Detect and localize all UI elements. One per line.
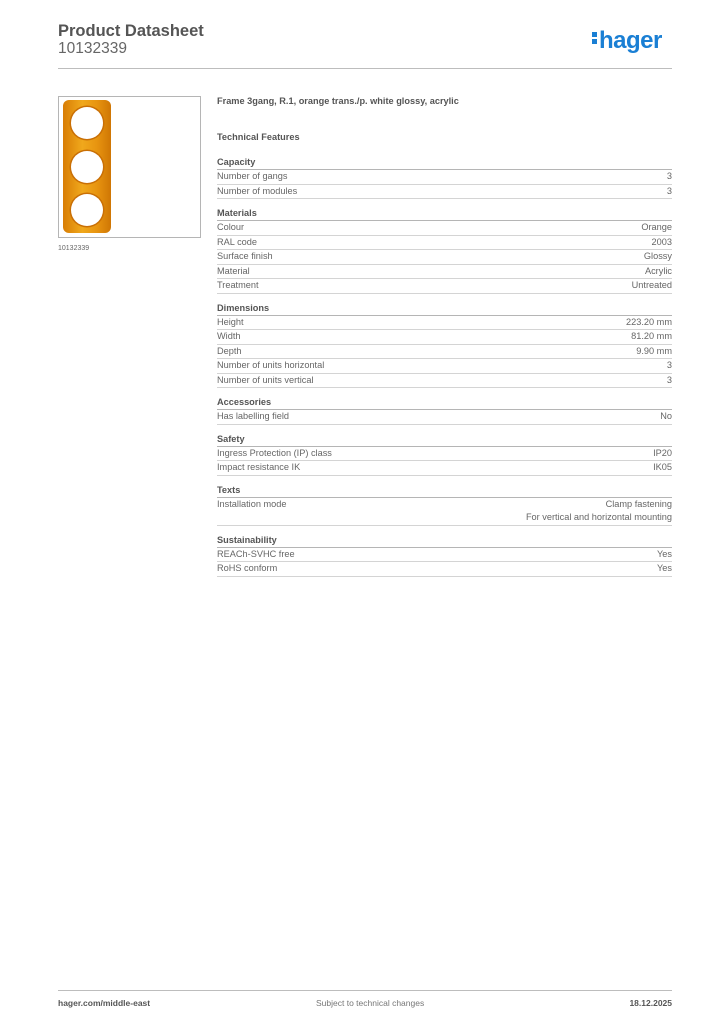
spec-label: Impact resistance IK (217, 462, 301, 472)
spec-value-line: 223.20 mm (626, 316, 672, 327)
spec-panel (217, 95, 672, 577)
spec-row (217, 279, 672, 294)
section-heading: Accessories (217, 396, 672, 410)
spec-value (657, 548, 672, 562)
spec-value-line: 3 (666, 185, 672, 196)
product-image-caption: 10132339 (58, 245, 90, 252)
spec-section-sustainability (217, 534, 672, 577)
spec-value-line: 3 (666, 171, 672, 181)
spec-value (644, 250, 672, 264)
section-heading: Safety (217, 433, 672, 447)
spec-value (667, 374, 672, 388)
spec-label: Number of units vertical (217, 374, 314, 385)
spec-label: Number of gangs (217, 171, 288, 181)
spec-value (645, 265, 672, 279)
spec-row (217, 548, 672, 563)
spec-label: REACh-SVHC free (217, 548, 295, 559)
gang-hole (71, 194, 103, 226)
spec-label: Depth (217, 345, 242, 356)
spec-label: Number of modules (217, 185, 298, 196)
spec-value-line: Orange (641, 222, 672, 232)
spec-value (657, 562, 672, 576)
spec-value (667, 185, 672, 199)
spec-label: Has labelling field (217, 411, 290, 421)
section-heading: Dimensions (217, 302, 672, 316)
spec-value (641, 221, 672, 235)
spec-row (217, 185, 672, 200)
gang-hole (71, 107, 103, 139)
product-image-box (58, 96, 201, 238)
spec-row (217, 447, 672, 462)
spec-value-line: Clamp fastening (605, 498, 672, 509)
spec-row (217, 374, 672, 389)
section-heading: Sustainability (217, 534, 672, 548)
spec-row (217, 316, 672, 331)
spec-value-line: IP20 (653, 447, 672, 458)
spec-row (217, 236, 672, 251)
spec-value-line: Acrylic (644, 265, 672, 276)
spec-section-dimensions (217, 302, 672, 389)
spec-sections (217, 156, 672, 577)
section-heading: Capacity (217, 156, 672, 170)
frame-3gang-image (63, 100, 111, 233)
spec-row (217, 498, 672, 526)
spec-section-texts (217, 484, 672, 526)
spec-row (217, 265, 672, 280)
spec-value (631, 330, 672, 344)
spec-value-line: Untreated (631, 280, 672, 290)
spec-row (217, 461, 672, 476)
product-description: Frame 3gang, R.1, orange trans./p. white glossy, acrylic (217, 96, 459, 106)
spec-label: RoHS conform (217, 563, 278, 573)
spec-value (667, 170, 672, 184)
spec-value (653, 461, 672, 475)
spec-value-line: Glossy (643, 251, 672, 261)
spec-value-line: Yes (657, 548, 672, 559)
spec-label: Ingress Protection (IP) class (217, 447, 332, 458)
spec-value (636, 345, 672, 359)
spec-value-line: 81.20 mm (631, 331, 672, 341)
spec-row (217, 562, 672, 577)
spec-value (660, 410, 672, 424)
spec-row (217, 170, 672, 185)
spec-value (526, 498, 672, 525)
spec-label: RAL code (217, 236, 258, 247)
spec-value (626, 316, 672, 330)
footer-notice: Subject to technical changes (316, 998, 425, 1008)
spec-section-safety (217, 433, 672, 476)
logo-dots-icon (592, 30, 597, 46)
spec-value (632, 279, 672, 293)
spec-label: Colour (217, 222, 245, 232)
technical-features-title: Technical Features (217, 132, 300, 142)
spec-value (652, 236, 672, 250)
spec-row (217, 359, 672, 374)
footer-date: 18.12.2025 (629, 998, 672, 1008)
footer-website: hager.com/middle-east (58, 998, 151, 1008)
spec-value-line: 2003 (651, 236, 672, 247)
spec-row (217, 345, 672, 360)
spec-section-materials (217, 207, 672, 294)
spec-label: Number of units horizontal (217, 360, 325, 370)
spec-label: Installation mode (217, 498, 287, 509)
hager-logo (592, 27, 662, 55)
header-divider (58, 68, 672, 69)
spec-label: Surface finish (217, 251, 273, 261)
spec-value-line: Yes (657, 563, 672, 573)
spec-value (653, 447, 672, 461)
spec-value-line: 3 (666, 360, 672, 370)
spec-row (217, 410, 672, 425)
spec-section-accessories (217, 396, 672, 425)
spec-row (217, 250, 672, 265)
gang-hole (71, 151, 103, 183)
spec-value-line: 9.90 mm (636, 345, 672, 356)
product-id: 10132339 (58, 40, 127, 57)
section-heading: Materials (217, 207, 672, 221)
spec-row (217, 330, 672, 345)
spec-label: Height (217, 316, 244, 327)
spec-label: Width (217, 331, 241, 341)
section-heading: Texts (217, 484, 672, 498)
spec-value-line: 3 (666, 374, 672, 385)
spec-label: Material (217, 265, 250, 276)
spec-value-line: For vertical and horizontal mounting (525, 512, 672, 522)
spec-section-capacity (217, 156, 672, 199)
spec-value (667, 359, 672, 373)
spec-label: Treatment (217, 280, 259, 290)
page-title: Product Datasheet (58, 22, 204, 40)
logo-text: hager (599, 27, 662, 54)
spec-value-line: IK05 (653, 462, 672, 472)
footer-divider (58, 990, 672, 991)
spec-value-line: No (660, 411, 672, 421)
spec-row (217, 221, 672, 236)
